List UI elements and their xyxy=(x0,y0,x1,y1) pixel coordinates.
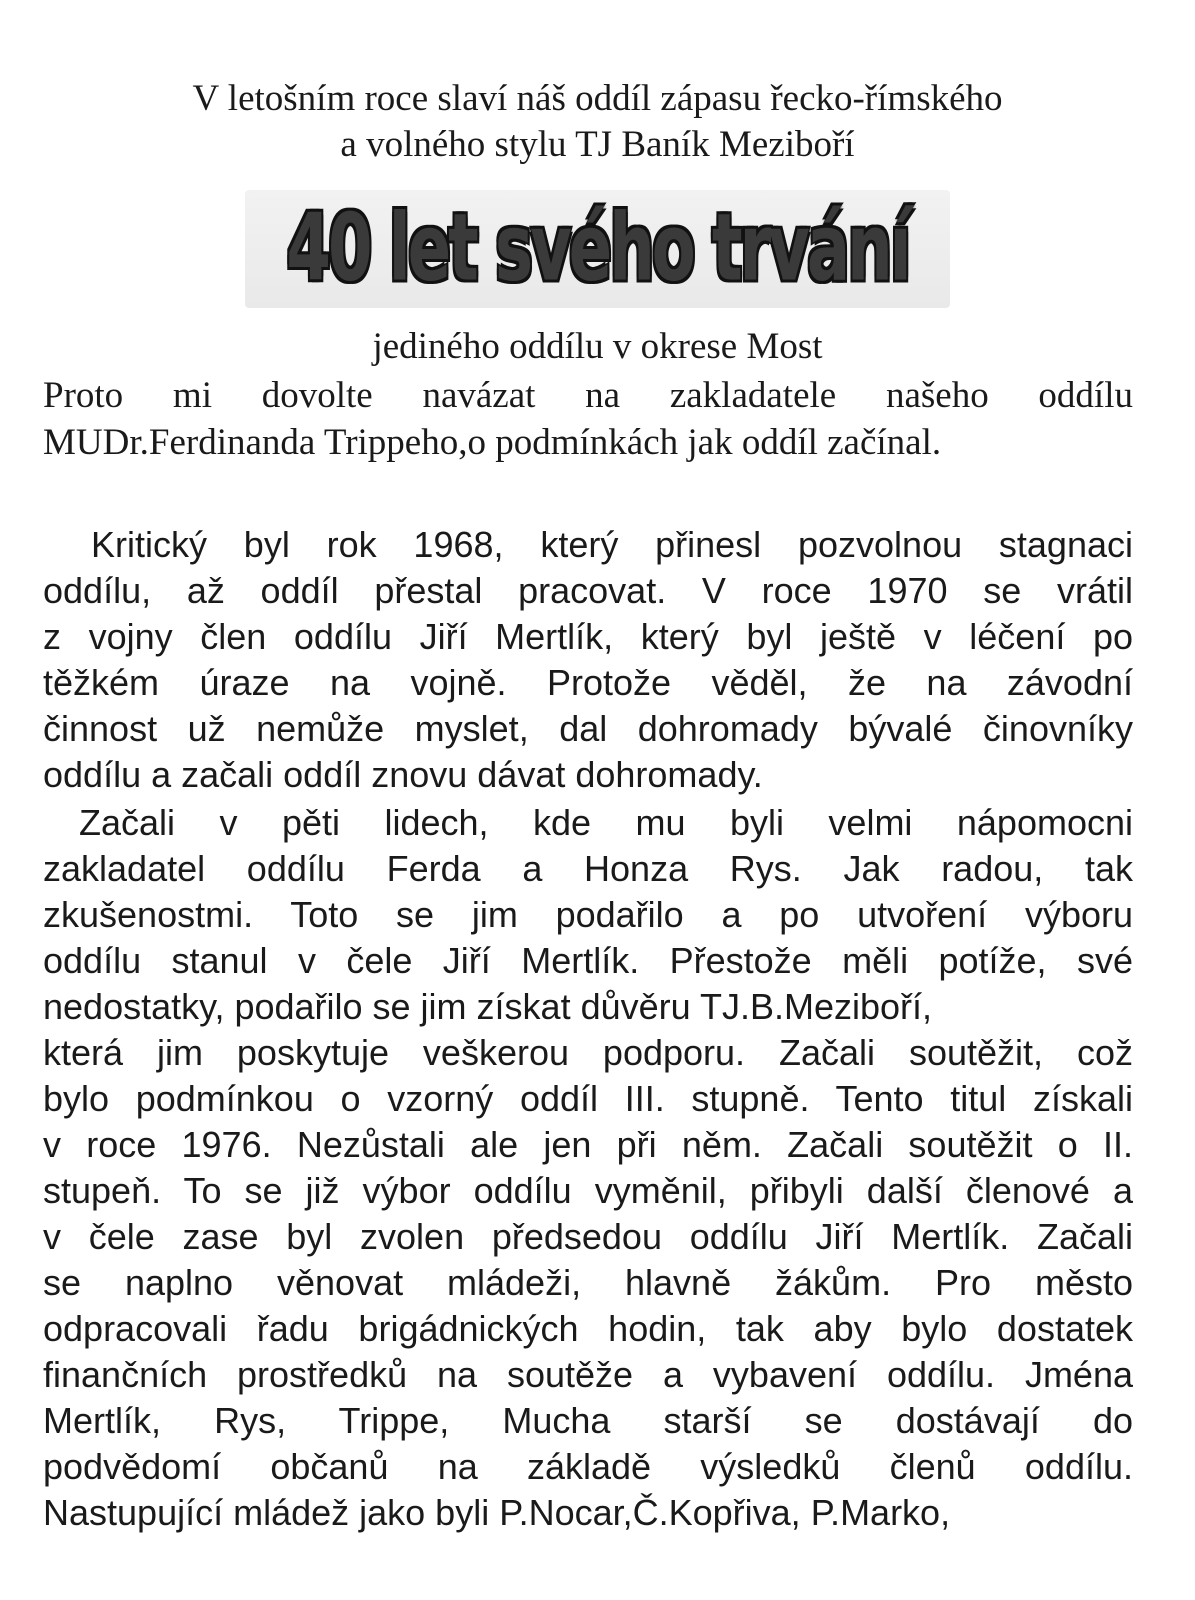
body-line: oddílu, až oddíl přestal pracovat. V roce 1970 se vrátil xyxy=(43,570,1133,611)
preface-line: MUDr.Ferdinanda Trippeho,o podmínkách jak oddíl začínal. xyxy=(43,422,942,463)
subtitle: jediného oddílu v okrese Most xyxy=(372,326,823,367)
body-line: zkušenostmi. Toto se jim podařilo a po utvoření výboru xyxy=(43,894,1133,935)
preface-line: Proto mi dovolte navázat na zakladatele našeho oddílu xyxy=(43,375,1133,416)
body-line: v čele zase byl zvolen předsedou oddílu Jiří Mertlík. Začali xyxy=(43,1216,1133,1257)
body-line: podvědomí občanů na základě výsledků členů oddílu. xyxy=(43,1446,1133,1487)
body-line: která jim poskytuje veškerou podporu. Začali soutěžit, což xyxy=(43,1032,1133,1073)
body-line: odpracovali řadu brigádnických hodin, tak aby bylo dostatek xyxy=(43,1308,1133,1349)
intro-line-1: V letošním roce slaví náš oddíl zápasu řecko-římského xyxy=(192,78,1003,119)
body-line: činnost už nemůže myslet, dal dohromady bývalé činovníky xyxy=(43,708,1133,749)
body-line: v roce 1976. Nezůstali ale jen při něm. Začali soutěžit o II. xyxy=(43,1124,1133,1165)
body-line: těžkém úraze na vojně. Protože věděl, že na závodní xyxy=(43,662,1133,703)
anniversary-banner xyxy=(245,190,950,308)
body-line: Začali v pěti lidech, kde mu byli velmi nápomocni xyxy=(79,802,1133,843)
body-line: finančních prostředků na soutěže a vybavení oddílu. Jména xyxy=(43,1354,1133,1395)
body-line: stupeň. To se již výbor oddílu vyměnil, přibyli další členové a xyxy=(43,1170,1133,1211)
banner-text: 40 let svého trvání xyxy=(286,195,909,303)
body-line: se naplno věnovat mládeži, hlavně žákům. Pro město xyxy=(43,1262,1133,1303)
body-line: oddílu a začali oddíl znovu dávat dohromady. xyxy=(43,754,763,795)
body-line: bylo podmínkou o vzorný oddíl III. stupně. Tento titul získali xyxy=(43,1078,1133,1119)
body-line: Mertlík, Rys, Trippe, Mucha starší se dostávají do xyxy=(43,1400,1133,1441)
body-line: z vojny člen oddílu Jiří Mertlík, který byl ještě v léčení po xyxy=(43,616,1133,657)
body-line: zakladatel oddílu Ferda a Honza Rys. Jak radou, tak xyxy=(43,848,1133,889)
body-line: Nastupující mládež jako byli P.Nocar,Č.Kopřiva, P.Marko, xyxy=(43,1492,951,1533)
intro-line-2: a volného stylu TJ Baník Meziboří xyxy=(340,124,855,165)
body-line: nedostatky, podařilo se jim získat důvěru TJ.B.Meziboří, xyxy=(43,986,933,1027)
body-line: oddílu stanul v čele Jiří Mertlík. Přestože měli potíže, své xyxy=(43,940,1133,981)
body-line: Kritický byl rok 1968, který přinesl pozvolnou stagnaci xyxy=(91,524,1133,565)
